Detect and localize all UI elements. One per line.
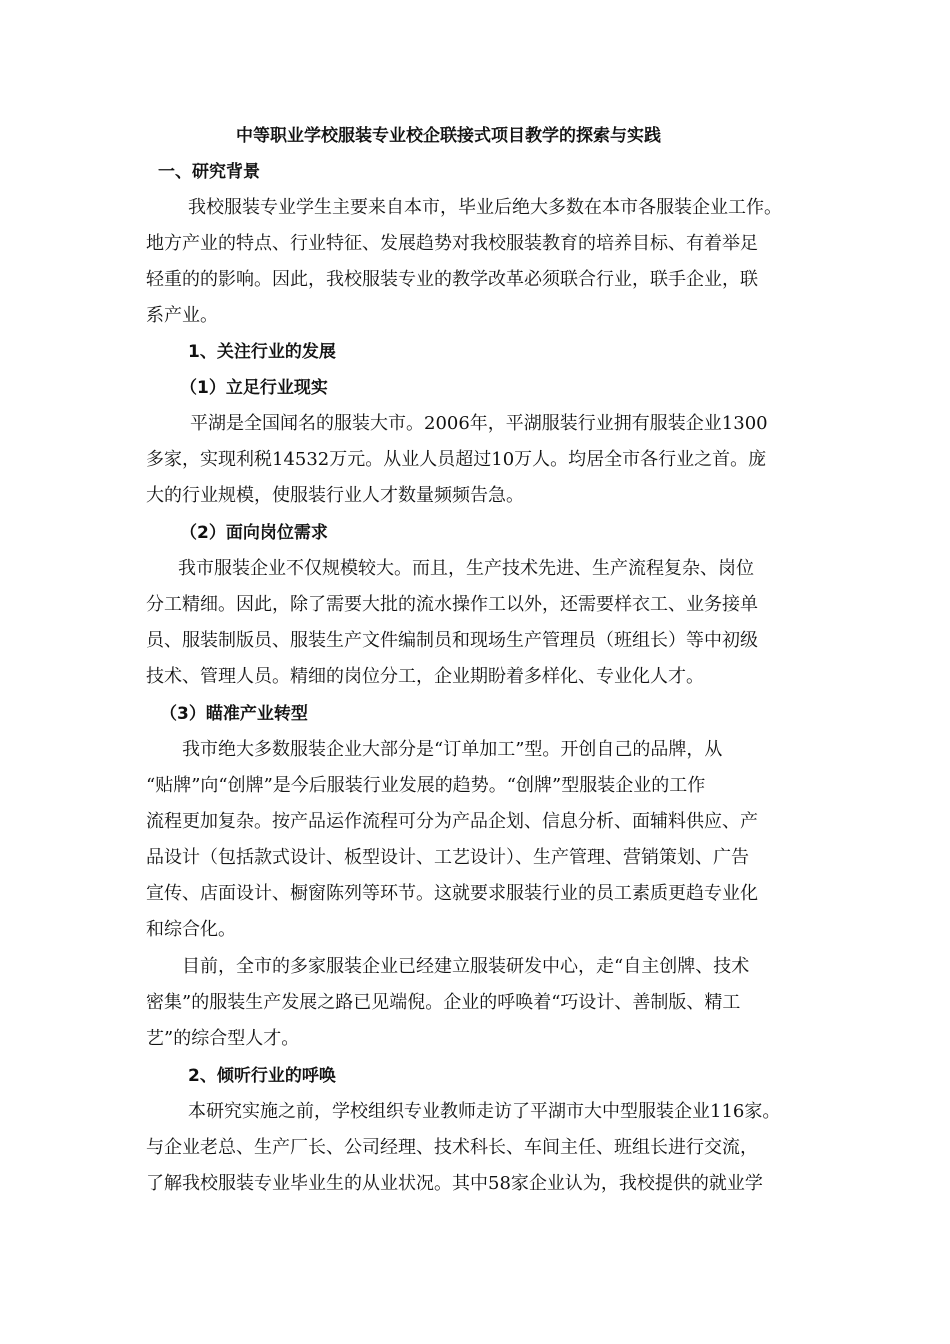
paragraph-line: 系产业。	[146, 305, 218, 326]
paragraph-line: 分工精细。因此，除了需要大批的流水操作工以外，还需要样衣工、业务接单	[146, 594, 758, 615]
paragraph-line: 多家，实现利税14532万元。从业人员超过10万人。均居全市各行业之首。庞	[146, 449, 767, 470]
paragraph-line: 和综合化。	[146, 919, 236, 940]
paragraph-line: 我市服装企业不仅规模较大。而且，生产技术先进、生产流程复杂、岗位	[178, 558, 754, 579]
paragraph-line: 了解我校服装专业毕业生的从业状况。其中58家企业认为，我校提供的就业学	[146, 1173, 763, 1194]
paragraph-line: 员、服装制版员、服装生产文件编制员和现场生产管理员（班组长）等中初级	[146, 630, 758, 651]
paragraph-line: 平湖是全国闻名的服装大市。2006年，平湖服装行业拥有服装企业1300	[190, 413, 768, 434]
paragraph-line: 我市绝大多数服装企业大部分是“订单加工”型。开创自己的品牌，从	[182, 739, 723, 760]
document-title: 中等职业学校服装专业校企联接式项目教学的探索与实践	[236, 126, 661, 146]
paragraph-line: 我校服装专业学生主要来自本市，毕业后绝大多数在本市各服装企业工作。	[188, 197, 782, 218]
paragraph-line: 技术、管理人员。精细的岗位分工，企业期盼着多样化、专业化人才。	[146, 666, 704, 687]
paragraph-line: 目前，全市的多家服装企业已经建立服装研发中心，走“自主创牌、技术	[182, 956, 750, 977]
paragraph-line: 宣传、店面设计、橱窗陈列等环节。这就要求服装行业的员工素质更趋专业化	[146, 883, 758, 904]
paragraph-line: 本研究实施之前，学校组织专业教师走访了平湖市大中型服装企业116家。	[188, 1101, 781, 1122]
paragraph-line: 与企业老总、生产厂长、公司经理、技术科长、车间主任、班组长进行交流，	[146, 1137, 758, 1158]
paragraph-line: 流程更加复杂。按产品运作流程可分为产品企划、信息分析、面辅料供应、产	[146, 811, 758, 832]
subheading-industry-transformation: （3）瞄准产业转型	[160, 704, 308, 724]
paragraph-line: 地方产业的特点、行业特征、发展趋势对我校服装教育的培养目标、有着举足	[146, 233, 758, 254]
subheading-industry-call: 2、倾听行业的呼唤	[188, 1066, 336, 1086]
paragraph-line: 品设计（包括款式设计、板型设计、工艺设计）、生产管理、营销策划、广告	[146, 847, 749, 868]
paragraph-line: 轻重的的影响。因此，我校服装专业的教学改革必须联合行业，联手企业，联	[146, 269, 758, 290]
section-heading-research-background: 一、研究背景	[158, 162, 260, 182]
subheading-job-demand: （2）面向岗位需求	[180, 523, 328, 543]
subheading-industry-reality: （1）立足行业现实	[180, 378, 328, 398]
paragraph-line: 密集”的服装生产发展之路已见端倪。企业的呼唤着“巧设计、善制版、精工	[146, 992, 741, 1013]
paragraph-line: “贴牌”向“创牌”是今后服装行业发展的趋势。“创牌”型服装企业的工作	[146, 775, 706, 796]
subheading-industry-development: 1、关注行业的发展	[188, 342, 336, 362]
paragraph-line: 大的行业规模，使服装行业人才数量频频告急。	[146, 485, 524, 506]
paragraph-line: 艺”的综合型人才。	[146, 1028, 300, 1049]
